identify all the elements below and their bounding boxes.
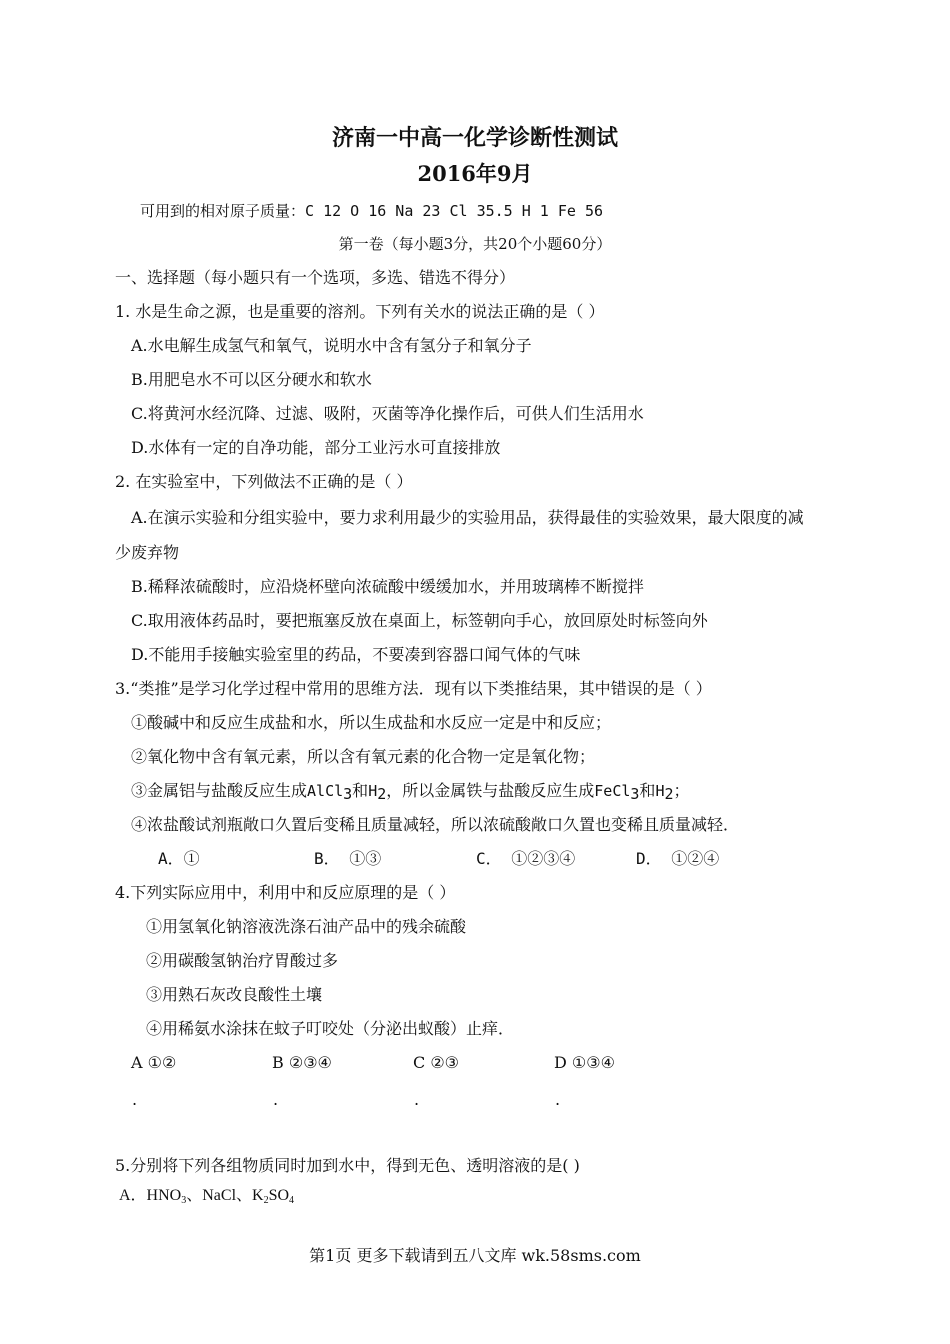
q4-choice-d-dot: . xyxy=(555,1090,561,1109)
q3-statement-1: ①酸碱中和反应生成盐和水，所以生成盐和水反应一定是中和反应； xyxy=(131,713,612,732)
q2-option-b: B.稀释浓硫酸时，应沿烧杯壁向浓硫酸中缓缓加水，并用玻璃棒不断搅拌 xyxy=(131,577,644,596)
section-heading: 一、选择题（每小题只有一个选项，多选、错选不得分） xyxy=(115,268,516,287)
q4-choice-a: A ①② xyxy=(131,1053,177,1072)
q1-option-b: B.用肥皂水不可以区分硬水和软水 xyxy=(131,370,372,389)
q3-choice-c: C． ①②③④ xyxy=(476,849,576,868)
q1-option-a: A.水电解生成氢气和氧气，说明水中含有氢分子和氧分子 xyxy=(131,336,532,355)
q4-choice-b-dot: . xyxy=(273,1090,279,1109)
q3-statement-4: ④浓盐酸试剂瓶敞口久置后变稀且质量减轻，所以浓硫酸敞口久置也变稀且质量减轻． xyxy=(131,815,740,834)
q4-statement-2: ②用碳酸氢钠治疗胃酸过多 xyxy=(146,951,339,970)
q4-choice-c: C ②③ xyxy=(413,1053,460,1072)
q1-option-c: C.将黄河水经沉降、过滤、吸附，灭菌等净化操作后，可供人们生活用水 xyxy=(131,404,644,423)
q5-option-a: A．$HNO_3$、NaCl、$K_2SO_4$ xyxy=(119,1187,295,1206)
q4-choice-d: D ①③④ xyxy=(554,1053,615,1072)
q4-statement-4: ④用稀氨水涂抹在蚊子叮咬处（分泌出蚁酸）止痒． xyxy=(146,1019,515,1038)
q3-choice-d: D． ①②④ xyxy=(636,849,720,868)
q3-choice-a: A．① xyxy=(158,849,200,868)
volume-note: 第一卷（每小题3分，共20个小题60分） xyxy=(338,235,612,253)
q4-stem: 4.下列实际应用中，利用中和反应原理的是（ ） xyxy=(115,883,456,902)
q4-choice-a-dot: . xyxy=(132,1090,138,1109)
q2-option-d: D.不能用手接触实验室里的药品，不要凑到容器口闻气体的气味 xyxy=(131,645,581,664)
q4-statement-3: ③用熟石灰改良酸性土壤 xyxy=(146,985,323,1004)
q4-choice-c-dot: . xyxy=(414,1090,420,1109)
exam-date: 2016年9月 xyxy=(417,161,533,186)
q3-stem: 3.“类推”是学习化学过程中常用的思维方法．现有以下类推结果，其中错误的是（ ） xyxy=(115,679,712,698)
q4-statement-1: ①用氢氧化钠溶液洗涤石油产品中的残余硫酸 xyxy=(146,917,467,936)
q3-choice-b: B． ①③ xyxy=(314,849,382,868)
q1-option-d: D.水体有一定的自净功能，部分工业污水可直接排放 xyxy=(131,438,501,457)
q1-stem: 1. 水是生命之源，也是重要的溶剂。下列有关水的说法正确的是（ ） xyxy=(115,302,605,321)
q2-option-a-line2: 少废弃物 xyxy=(115,543,180,562)
q2-option-a-line1: A.在演示实验和分组实验中，要力求利用最少的实验用品，获得最佳的实验效果，最大限度的减 xyxy=(131,508,804,527)
atomic-masses: 可用到的相对原子质量：C 12 O 16 Na 23 Cl 35.5 H 1 Fe 56 xyxy=(140,202,604,220)
q2-stem: 2. 在实验室中，下列做法不正确的是（ ） xyxy=(115,472,413,491)
exam-title: 济南一中高一化学诊断性测试 xyxy=(331,125,618,151)
page-footer: 第1页 更多下载请到五八文库 wk.58sms.com xyxy=(309,1246,641,1265)
q3-statement-3: ③金属铝与盐酸反应生成AlCl$_3$和$H_2$，所以金属铁与盐酸反应生成FeCl$_3$和$H_2$； xyxy=(131,781,690,803)
q4-choice-b: B ②③④ xyxy=(272,1053,332,1072)
q5-stem: 5.分别将下列各组物质同时加到水中，得到无色、透明溶液的是( ) xyxy=(115,1156,580,1175)
q2-option-c: C.取用液体药品时，要把瓶塞反放在桌面上，标签朝向手心，放回原处时标签向外 xyxy=(131,611,708,630)
q3-statement-2: ②氧化物中含有氧元素，所以含有氧元素的化合物一定是氧化物； xyxy=(131,747,596,766)
